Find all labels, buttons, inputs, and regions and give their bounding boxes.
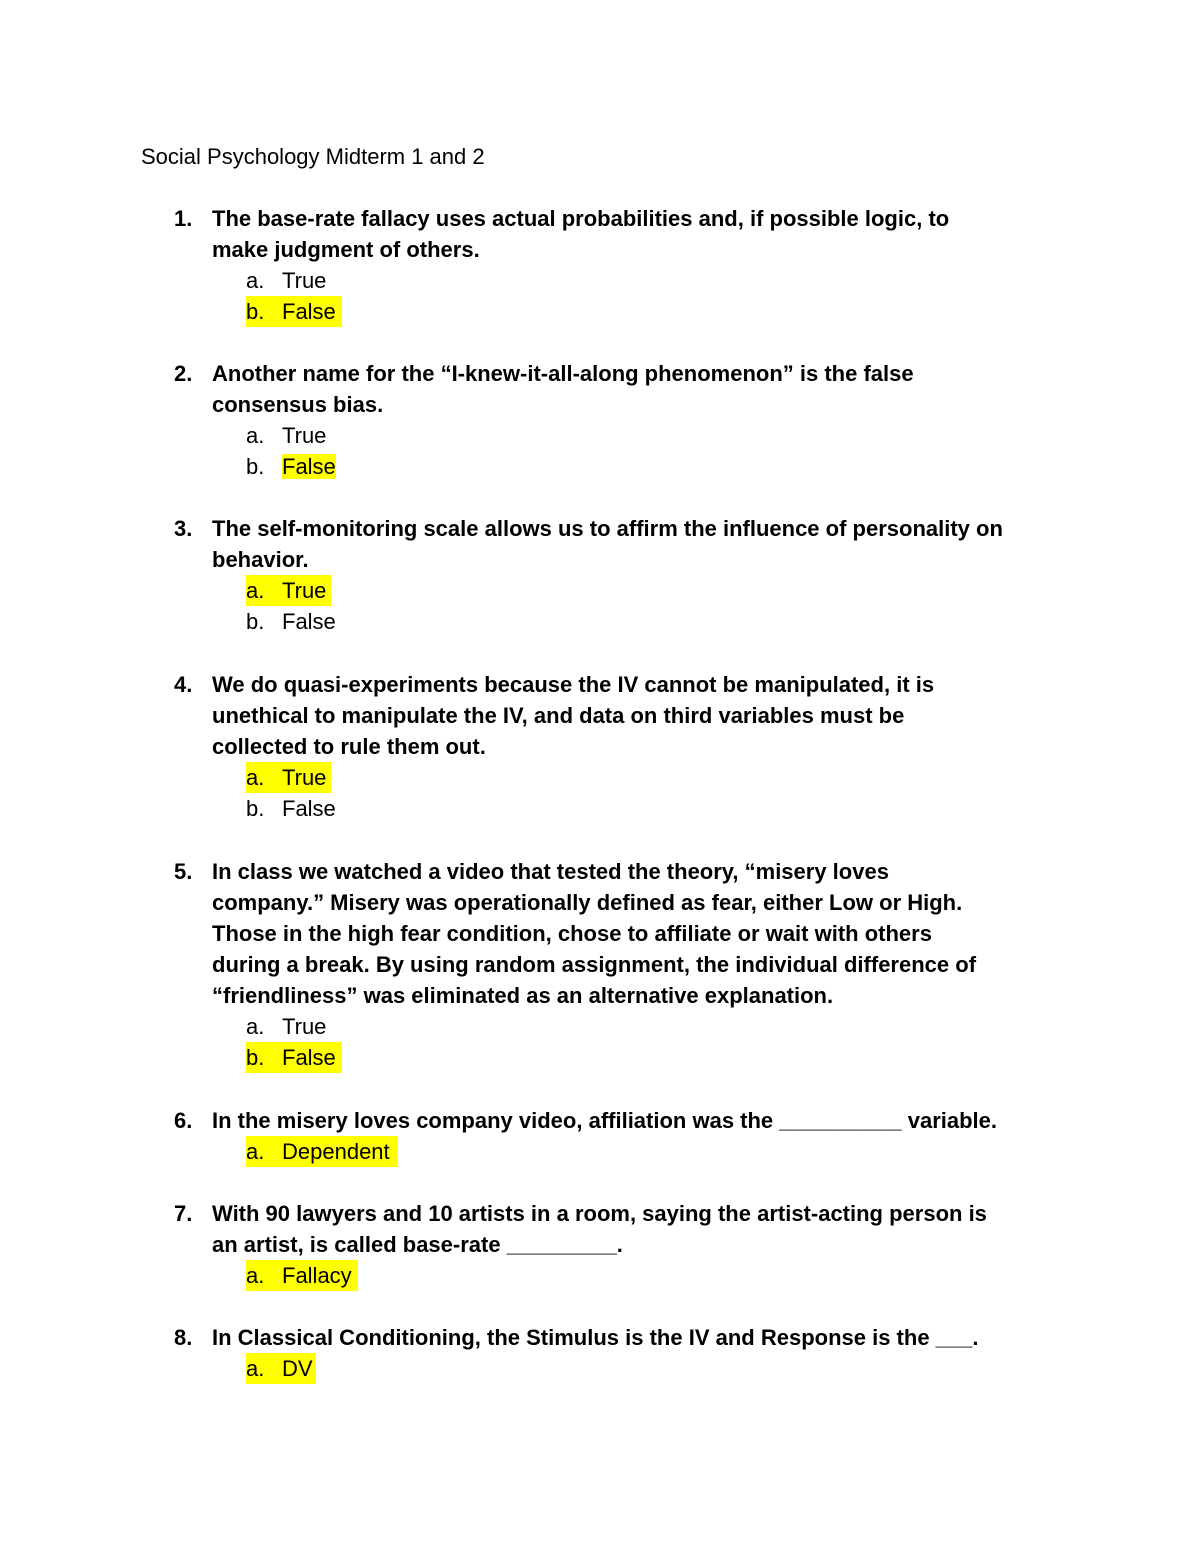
option-text: True — [282, 578, 327, 603]
options-list — [174, 420, 1074, 482]
question-number: 7. — [174, 1201, 193, 1226]
option-b-correct — [174, 1042, 1074, 1073]
question-stem — [174, 513, 1074, 575]
option-text: False — [282, 796, 336, 821]
question-number: 4. — [174, 672, 193, 697]
options-list — [174, 1136, 1074, 1167]
option-letter: a. — [246, 268, 265, 293]
question-6 — [174, 1105, 1074, 1167]
question-number: 2. — [174, 361, 193, 386]
question-line: unethical to manipulate the IV, and data on third variables must be — [212, 703, 905, 728]
question-line: consensus bias. — [212, 392, 384, 417]
question-line: an artist, is called base-rate _________. — [212, 1232, 623, 1257]
option-a-correct — [174, 1260, 1074, 1291]
option-text: True — [282, 765, 327, 790]
option-letter: b. — [246, 454, 265, 479]
question-line: behavior. — [212, 547, 309, 572]
options-list — [174, 1353, 1074, 1384]
option-a-correct — [174, 1353, 1074, 1384]
option-text: False — [282, 1045, 336, 1070]
question-line: collected to rule them out. — [212, 734, 486, 759]
option-text: True — [282, 268, 327, 293]
question-stem — [174, 358, 1074, 420]
question-number: 5. — [174, 859, 193, 884]
question-line: In Classical Conditioning, the Stimulus is the IV and Response is the ___. — [212, 1325, 979, 1350]
option-text: False — [282, 299, 336, 324]
option-letter: a. — [246, 1014, 265, 1039]
option-b — [174, 793, 1074, 824]
question-line: Those in the high fear condition, chose to affiliate or wait with others — [212, 921, 932, 946]
question-8 — [174, 1322, 1074, 1384]
option-text: Fallacy — [282, 1263, 352, 1288]
question-stem — [174, 1198, 1074, 1260]
option-a — [174, 1011, 1074, 1042]
option-letter: a. — [246, 765, 265, 790]
option-b-correct — [174, 451, 1074, 482]
option-a-correct — [174, 762, 1074, 793]
question-stem — [174, 1322, 1074, 1353]
question-3 — [174, 513, 1074, 637]
options-list — [174, 575, 1074, 637]
option-b-correct — [174, 296, 1074, 327]
question-line: company.” Misery was operationally defined as fear, either Low or High. — [212, 890, 963, 915]
question-number: 6. — [174, 1108, 193, 1133]
options-list — [174, 1260, 1074, 1291]
option-letter: a. — [246, 1356, 265, 1381]
question-4 — [174, 669, 1074, 824]
option-letter: b. — [246, 299, 265, 324]
option-a — [174, 265, 1074, 296]
question-line: The self-monitoring scale allows us to affirm the influence of personality on — [212, 516, 1003, 541]
option-text: True — [282, 423, 327, 448]
options-list — [174, 265, 1074, 327]
option-letter: a. — [246, 423, 265, 448]
question-stem — [174, 669, 1074, 762]
option-text: DV — [282, 1356, 313, 1381]
question-number: 3. — [174, 516, 193, 541]
question-line: With 90 lawyers and 10 artists in a room, saying the artist-acting person is — [212, 1201, 987, 1226]
option-letter: b. — [246, 609, 265, 634]
question-line: In the misery loves company video, affiliation was the __________ variable. — [212, 1108, 998, 1133]
question-stem — [174, 203, 1074, 265]
question-number: 1. — [174, 206, 193, 231]
question-line: make judgment of others. — [212, 237, 480, 262]
question-2 — [174, 358, 1074, 482]
question-1 — [174, 203, 1074, 327]
option-text: Dependent — [282, 1139, 390, 1164]
option-letter: a. — [246, 1139, 265, 1164]
question-line: “friendliness” was eliminated as an alternative explanation. — [212, 983, 834, 1008]
option-letter: a. — [246, 1263, 265, 1288]
option-letter: b. — [246, 1045, 265, 1070]
option-a — [174, 420, 1074, 451]
option-text: True — [282, 1014, 327, 1039]
option-text: False — [282, 454, 336, 479]
option-a-correct — [174, 575, 1074, 606]
question-number: 8. — [174, 1325, 193, 1350]
document-title: Social Psychology Midterm 1 and 2 — [141, 144, 485, 169]
question-5 — [174, 856, 1074, 1073]
question-stem — [174, 1105, 1074, 1136]
option-letter: b. — [246, 796, 265, 821]
question-line: Another name for the “I-knew-it-all-along phenomenon” is the false — [212, 361, 914, 386]
option-letter: a. — [246, 578, 265, 603]
option-text: False — [282, 609, 336, 634]
option-a-correct — [174, 1136, 1074, 1167]
options-list — [174, 1011, 1074, 1073]
options-list — [174, 762, 1074, 824]
question-7 — [174, 1198, 1074, 1291]
question-stem — [174, 856, 1074, 1011]
option-b — [174, 606, 1074, 637]
question-line: In class we watched a video that tested the theory, “misery loves — [212, 859, 889, 884]
question-line: during a break. By using random assignment, the individual difference of — [212, 952, 977, 977]
question-line: We do quasi-experiments because the IV cannot be manipulated, it is — [212, 672, 935, 697]
question-line: The base-rate fallacy uses actual probabilities and, if possible logic, to — [212, 206, 950, 231]
